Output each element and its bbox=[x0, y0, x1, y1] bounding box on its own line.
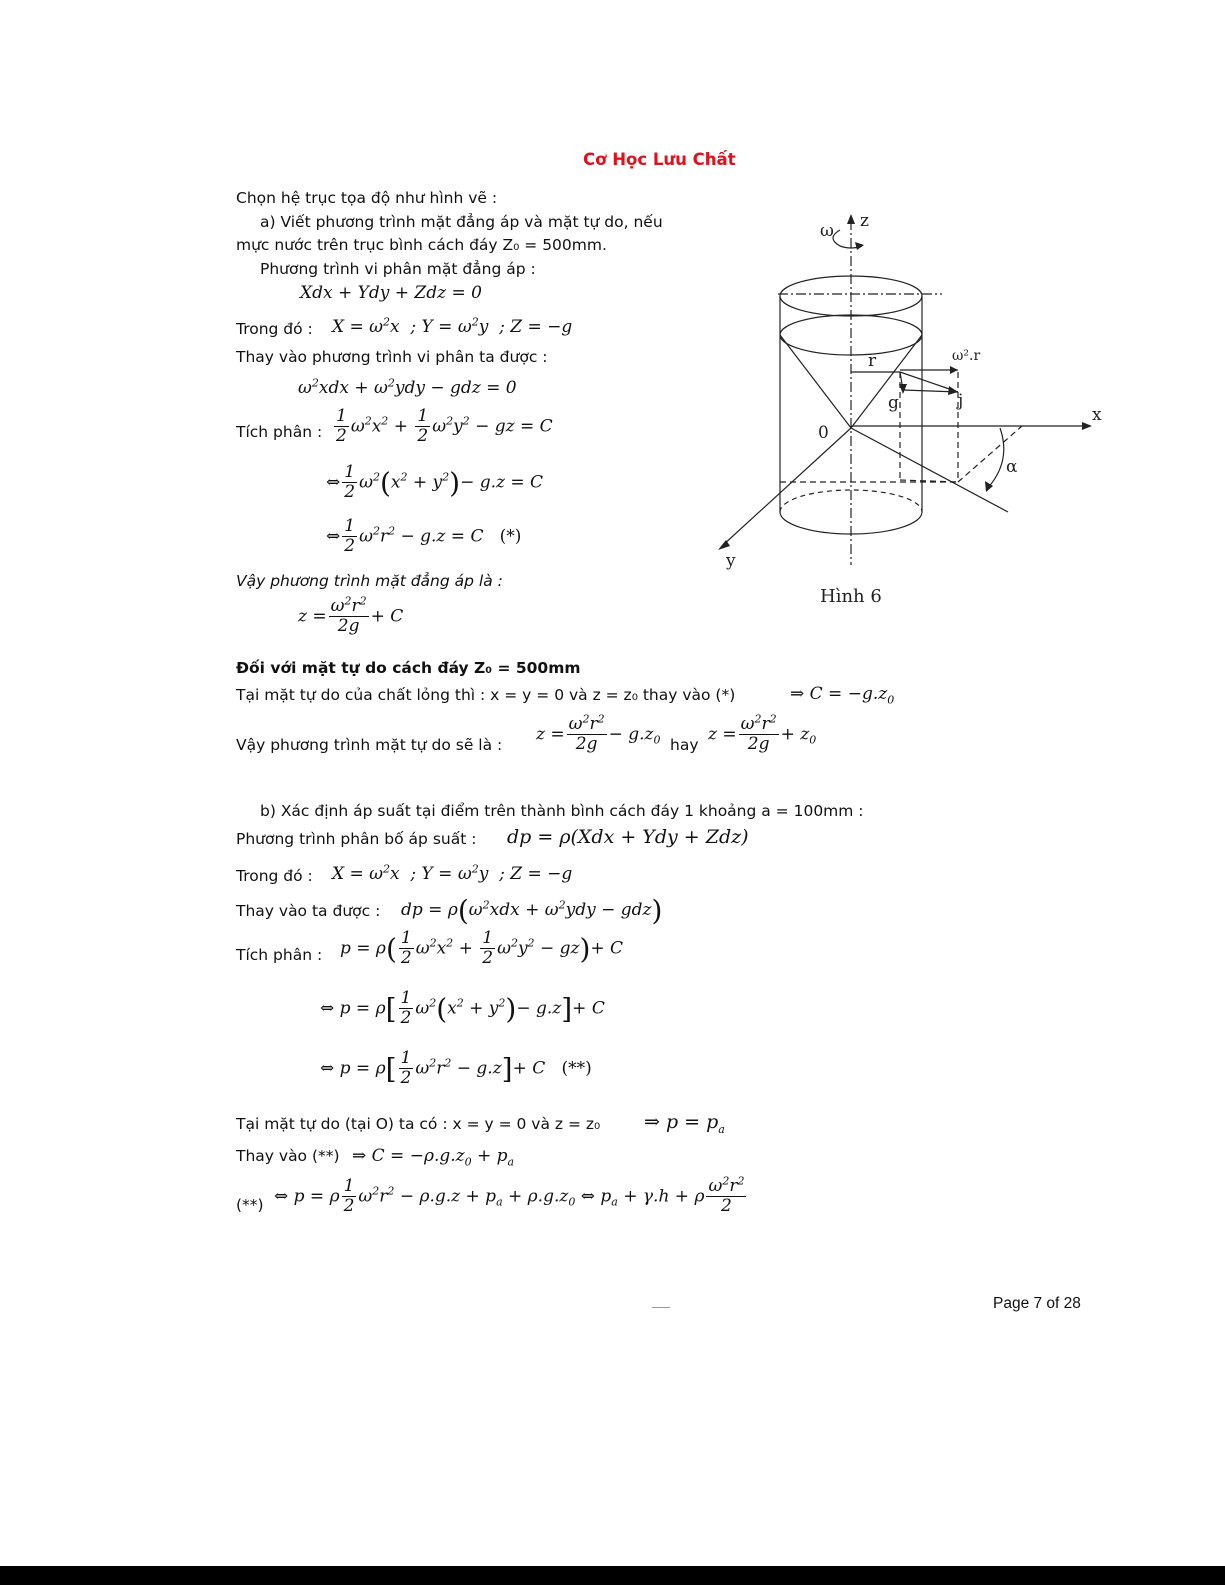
text-line: b) Xác định áp suất tại điểm trên thành bình cách đáy 1 khoảng a = 100mm : bbox=[260, 802, 864, 820]
equation: ⇔ $\frac{1}{2}$ $\omega^2r^2 - g.z = C$ (*) bbox=[326, 516, 522, 556]
rotating-cylinder-figure bbox=[700, 200, 1120, 620]
text-line: mực nước trên trục bình cách đáy Z₀ = 500mm. bbox=[236, 236, 607, 254]
text-line: Trong đó : bbox=[236, 320, 313, 338]
equation: p = ρ( $\frac{1}{2}$ $\omega^2x^2$ + $\frac{1}{2}$ $\omega^2y^2 - gz)+ C$ bbox=[340, 928, 624, 968]
text-line: Phương trình vi phân mặt đẳng áp : bbox=[260, 260, 536, 278]
equation: $\frac{1}{2}$ $\omega^2x^2$ + $\frac{1}{2}$ $\omega^2y^2$ − gz = C bbox=[336, 406, 553, 446]
y-axis-label: y bbox=[726, 551, 736, 571]
page-number: Page 7 of 28 bbox=[993, 1295, 1081, 1312]
equation: z = $\frac{\omega^2r^2}{2g}$ + $z_0$ bbox=[708, 712, 817, 754]
equation: $\omega^2xdx + \omega^2ydy$ − gdz = 0 bbox=[298, 376, 517, 398]
text-line: Vậy phương trình mặt đẳng áp là : bbox=[236, 572, 503, 590]
equation: ⇔ $\frac{1}{2}$ $\omega^2(x^2 + y^2)- g.z = C$ bbox=[326, 462, 544, 502]
figure-caption: Hình 6 bbox=[820, 586, 882, 607]
bottom-bar bbox=[0, 1566, 1225, 1585]
equation: Xdx + Ydy + Zdz = 0 bbox=[300, 283, 482, 303]
equation: dp = ρ(Xdx + Ydy + Zdz) bbox=[507, 826, 749, 848]
x-axis-label: x bbox=[1092, 405, 1102, 425]
equation: ⇔ p = ρ $\frac{1}{2}$ $\omega^2r^2 - \rho.g.z + p_a + \rho.g.z_0$ ⇔ $p_a + \gamma.h + \rho$ $\frac{\omega^2r^2}{2}$ bbox=[274, 1174, 745, 1216]
equation: ⇔ p = ρ[ $\frac{1}{2}$ $\omega^2(x^2 + y^2)- g.z]+ C$ bbox=[320, 988, 605, 1028]
equation: z = $\frac{\omega^2r^2}{2g}$ + C bbox=[298, 594, 404, 636]
origin-label: 0 bbox=[818, 423, 829, 443]
footer-divider bbox=[652, 1307, 670, 1308]
equation: ⇔ p = ρ[ $\frac{1}{2}$ $\omega^2r^2 - g.z]+ C$ (**) bbox=[320, 1048, 592, 1088]
equation: ⇒ $C = -\rho.g.z_0 + p_a$ bbox=[352, 1146, 515, 1169]
text-line: (**) bbox=[236, 1196, 264, 1214]
text-line: Thay vào phương trình vi phân ta được : bbox=[236, 348, 548, 366]
text-line: Tích phân : bbox=[236, 423, 323, 441]
text-line: Chọn hệ trục tọa độ như hình vẽ : bbox=[236, 189, 498, 207]
equation: dp = $\rho(\omega^2xdx + \omega^2ydy - gdz)$ bbox=[401, 894, 663, 927]
text-line: Phương trình phân bố áp suất : bbox=[236, 830, 477, 848]
page-title: Cơ Học Lưu Chất bbox=[583, 150, 736, 169]
text-line: Trong đó : bbox=[236, 867, 313, 885]
omega-label: ω bbox=[820, 221, 834, 241]
text-line: Tích phân : bbox=[236, 946, 323, 964]
omega2r-label: ω².r bbox=[952, 348, 981, 364]
equation: z = $\frac{\omega^2r^2}{2g}$ − $g.z_0$ bbox=[536, 712, 661, 754]
text-line: Tại mặt tự do của chất lỏng thì : x = y = 0 và z = z₀ thay vào (*) bbox=[236, 686, 736, 704]
text-line: Đối với mặt tự do cách đáy Z₀ = 500mm bbox=[236, 659, 581, 677]
text-line: Thay vào ta được : bbox=[236, 902, 381, 920]
text-line: Thay vào (**) bbox=[236, 1147, 340, 1165]
r-label: r bbox=[868, 351, 877, 371]
alpha-label: α bbox=[1006, 457, 1018, 477]
text-line: Tại mặt tự do (tại O) ta có : x = y = 0 và z = z₀ bbox=[236, 1115, 601, 1133]
g-label: g bbox=[888, 393, 899, 413]
equation: ⇒ $p = p_a$ bbox=[644, 1111, 725, 1136]
text-line: hay bbox=[670, 736, 699, 754]
text-line: Vậy phương trình mặt tự do sẽ là : bbox=[236, 736, 503, 754]
equation: $X = \omega^2x$ ; $Y = \omega^2y$ ; Z = −g bbox=[332, 315, 573, 337]
equation: ⇒ $C = -g.z_0$ bbox=[790, 684, 895, 707]
text-line: a) Viết phương trình mặt đẳng áp và mặt tự do, nếu bbox=[260, 213, 663, 231]
z-axis-label: z bbox=[860, 211, 869, 231]
j-label: j bbox=[958, 391, 964, 411]
equation: $X = \omega^2x$ ; $Y = \omega^2y$ ; Z = −g bbox=[332, 862, 573, 884]
